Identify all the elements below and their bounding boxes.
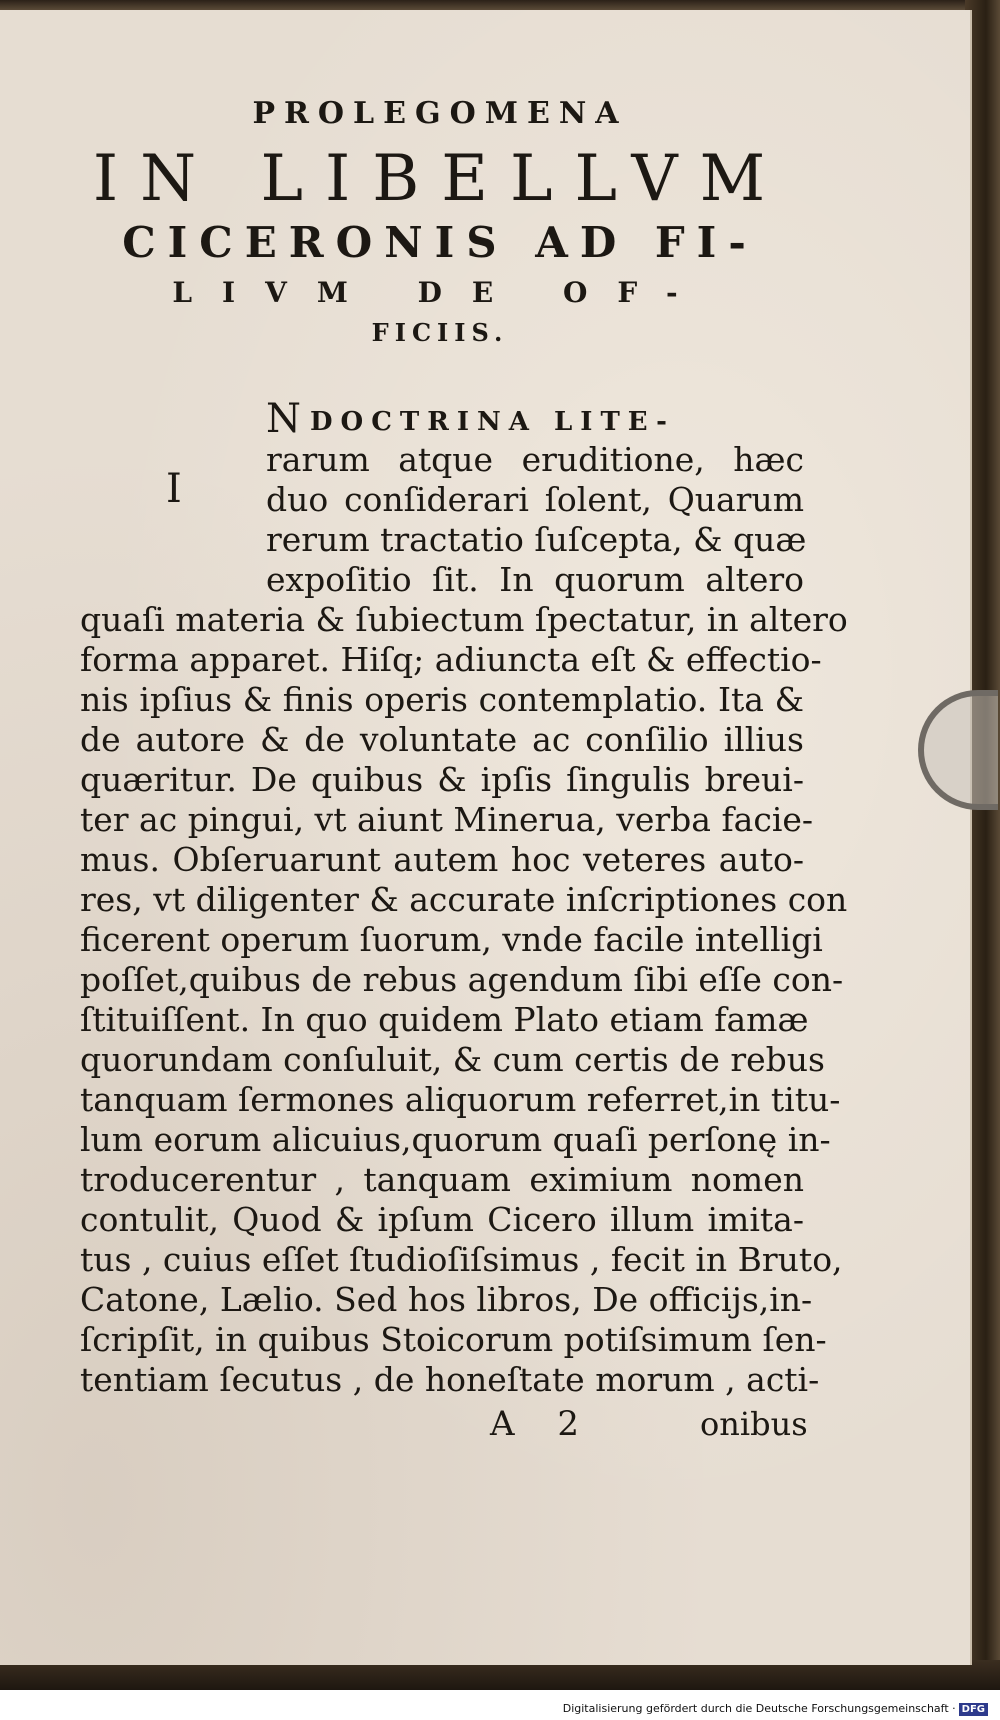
book-page [0,10,972,1665]
first-letter: N [266,396,301,442]
dfg-logo: DFG [959,1703,988,1716]
signature-mark: A 2 [490,1404,595,1444]
heading-main-title: IN LIBELLVM [92,142,788,216]
text-line: contulit, Quod & ipſum Cicero illum imita- [80,1200,804,1239]
text-line: tentiam ſecutus , de honeſtate morum , acti- [80,1360,820,1399]
first-caps-line: DOCTRINA LITE- [310,407,675,437]
heading-prolegomena: PROLEGOMENA [252,96,628,131]
heading-line-4: FICIIS. [371,318,509,347]
text-line: de autore & de voluntate ac conſilio illius [80,720,804,759]
text-line: troducerentur , tanquam eximium nomen [80,1160,804,1199]
text-line: poſſet,quibus de rebus agendum ſibi eſſe con- [80,960,844,999]
text-line: rarum atque eruditione, hæc [266,440,804,479]
text-line: tus , cuius eſſet ſtudioſiſsimus , fecit in Bruto, [80,1240,843,1279]
text-line: duo conſiderari ſolent, Quarum [266,480,804,519]
text-line: Catone, Lælio. Sed hos libros, De officijs,in- [80,1280,813,1319]
text-line: ficerent operum ſuorum, vnde facile intelligi [80,920,823,959]
text-line: tanquam ſermones aliquorum referret,in titu- [80,1080,841,1119]
text-line: nis ipſius & finis operis contemplatio. Ita & [80,680,804,719]
text-line: quorundam conſuluit, & cum certis de rebus [80,1040,825,1079]
text-line: res, vt diligenter & accurate inſcriptiones con [80,880,848,919]
funding-footer [559,1700,992,1718]
drop-initial: I [166,466,182,512]
text-line: ſtituiſſent. In quo quidem Plato etiam famæ [80,1000,809,1039]
heading-line-2: CICERONIS AD FI- [122,218,758,267]
text-line: quaſi materia & ſubiectum ſpectatur, in altero [80,600,848,639]
text-line: ſcripſit, in quibus Stoicorum potiſsimum ſen- [80,1320,827,1359]
catchword: onibus [700,1405,808,1443]
text-line: lum eorum alicuius,quorum quaſi perſonę in- [80,1120,831,1159]
funding-text: Digitalisierung gefördert durch die Deutsche Forschungsgemeinschaft · [562,1702,956,1715]
text-line: expoſitio ſit. In quorum altero [266,560,804,599]
text-line: rerum tractatio ſuſcepta, & quæ [266,520,807,559]
heading-line-3: LIVM DE OF- [172,276,708,309]
text-line: quæritur. De quibus & ipſis ſingulis breui- [80,760,804,799]
text-line: mus. Obſeruarunt autem hoc veteres auto- [80,840,804,879]
text-line: forma apparet. Hiſq; adiuncta eſt & effectio- [80,640,822,679]
text-line: ter ac pingui, vt aiunt Minerua, verba facie- [80,800,814,839]
